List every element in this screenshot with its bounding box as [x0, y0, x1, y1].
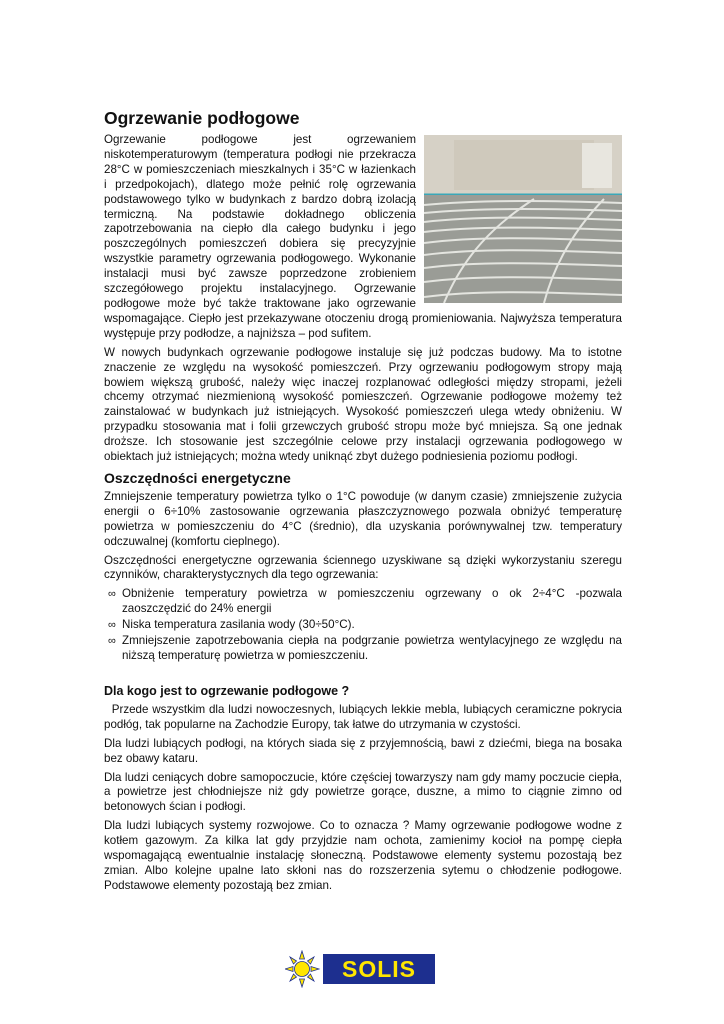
floor-heating-illustration [424, 135, 622, 303]
list-item-text: Zmniejszenie zapotrzebowania ciepła na podgrzanie powietrza wentylacyjnego ze względu na niższą temperaturę powietrza w pomieszczeniu. [122, 634, 622, 662]
list-item [104, 618, 622, 633]
logo-wordmark: SOLIS [341, 956, 417, 982]
savings-paragraph-1: Zmniejszenie temperatury powietrza tylko o 1°C powoduje (w danym czasie) zmniejszenie zużycia energii o 6÷10% zastosowanie ogrzewania płaszczyznowego pozwala obniżyć temperaturę powietrza w pomieszczeniu do 4°C (średnio), dla uzyskania porównywalnej tzw. temperatury odczuwalnej (komfortu cieplnego). [104, 489, 622, 548]
infinity-bullet-icon: ∞ [108, 619, 116, 632]
page-title: Ogrzewanie podłogowe [104, 108, 300, 128]
who-paragraph-1: Przede wszystkim dla ludzi nowoczesnych, lubiących lekkie mebla, lubiących ceramiczne pokrycia podłóg, tak popularne na Zachodzie Europy, tak łatwe do utrzymania w czystości. [104, 702, 626, 731]
intro-paragraph-1: Ogrzewanie podłogowe jest ogrzewaniem niskotemperaturowym (temperatura podłogi nie przekracza 28°C w pomieszczeniach mieszkalnych i 35°C w łazienkach i przedpokojach), dlatego może pełnić rolę ogrzewania podstawowego tylko w budynkach z bardzo dobrą izolacją termiczną. Na podstawie dokładnego obliczenia zapotrzebowania na ciepło dla całego budynku i jego poszczególnych pomieszczeń dobiera się precyzyjnie wszystkie parametry ogrzewania podłogowego. Wykonanie instalacji musi być zawsze poprzedzone zrobieniem szczegółowego projektu instalacyjnego. Ogrzewanie podłogowe może być także traktowane jako ogrzewanie wspomagające. Ciepło jest przekazywane otoczeniu drogą promieniowania. Najwyższa temperatura występuje przy podłodze, a najniższa – pod sufitem. [104, 133, 622, 340]
who-paragraph-2: Dla ludzi lubiących podłogi, na których siada się z przyjemnością, bawi z dziećmi, biega na bosaka bez obawy kataru. [104, 736, 622, 765]
list-item [104, 587, 622, 617]
solis-logo [285, 950, 437, 988]
who-paragraph-4: Dla ludzi lubiących systemy rozwojowe. Co to oznacza ? Mamy ogrzewanie podłogowe wodne z kotłem gazowym. Za kilka lat gdy przyjdzie nam ochota, zamienimy kocioł na pompę ciepła wspomagającą ewentualnie instalację słoneczną. Podstawowe elementy systemu pozostają bez zmian. Albo kolejne upalne lato skłoni nas do rozszerzenia sytemu o chłodzenie podłogowe. Podstawowe elementy pozostają bez zmian. [104, 819, 622, 892]
savings-heading: Oszczędności energetyczne [104, 469, 291, 486]
savings-bullet-list [104, 587, 622, 664]
list-item [104, 634, 622, 664]
who-paragraph-3: Dla ludzi ceniących dobre samopoczucie, które częściej towarzyszy nam gdy mamy poczucie ciepła, a powietrze jest chłodniejsze niż gdy powietrze gorące, duszne, a mimo to ciągnie zimno od betonowych ścian i podłogi. [104, 770, 622, 814]
who-heading: Dla kogo jest to ogrzewanie podłogowe ? [104, 683, 350, 698]
intro-paragraph-2: W nowych budynkach ogrzewanie podłogowe instaluje się już podczas budowy. Ma to istotne znaczenie ze względu na wysokość pomieszczeń. Przy ogrzewaniu podłogowym stropy mają bowiem większą grubość, należy więc inaczej rozplanować odległości między stropami, jeżeli chcemy otrzymać niezmienioną wysokość pomieszczeń. Ogrzewanie podłogowe możemy też zainstalować w budynkach już istniejących. Wysokość pomieszczeń ulega wtedy obniżeniu. W przypadku stosowania mat i folii grzewczych grubość stropu może być mniejsza. Są one jednak droższe. Ich stosowanie jest szczególnie celowe przy instalacji ogrzewania podłogowego w obiektach już istniejących; można wtedy uniknąć zbyt dużego podniesienia poziomu podłogi. [104, 345, 622, 464]
list-item-text: Niska temperatura zasilania wody (30÷50°C). [122, 618, 355, 632]
infinity-bullet-icon: ∞ [108, 635, 116, 648]
document-content [104, 107, 626, 898]
floor-heating-photo [424, 135, 622, 303]
infinity-bullet-icon: ∞ [108, 588, 116, 601]
sun-logo-icon [285, 950, 437, 988]
savings-paragraph-2: Oszczędności energetyczne ogrzewania ściennego uzyskiwane są dzięki wykorzystaniu szeregu czynników, charakterystycznych dla tego ogrzewania: [104, 553, 622, 582]
list-item-text: Obniżenie temperatury powietrza w pomieszczeniu ogrzewany o ok 2÷4°C -pozwala zaoszczędzić do 24% energii [122, 587, 622, 616]
